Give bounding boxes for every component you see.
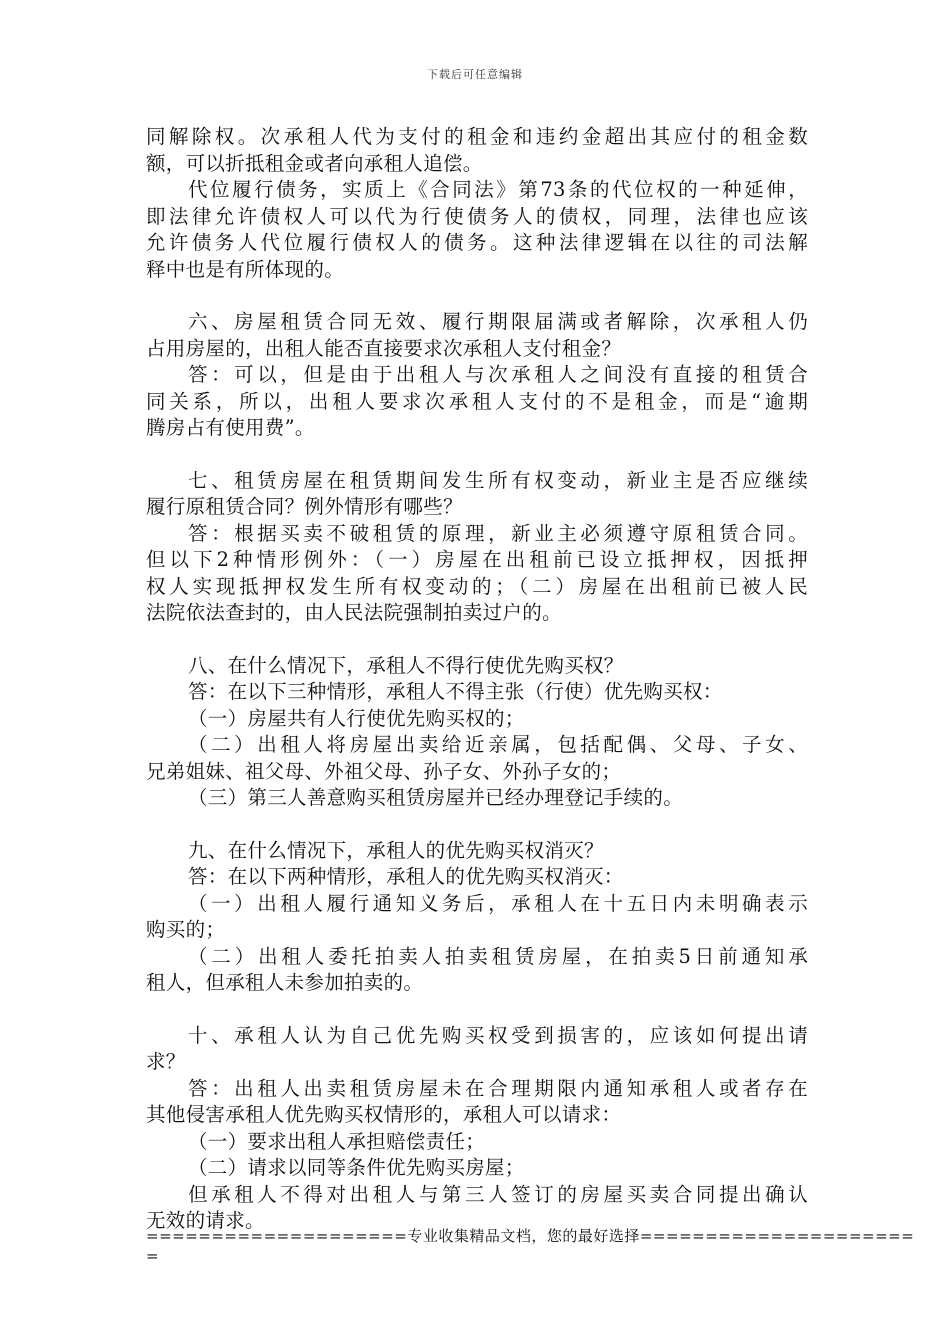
paragraph-line: 兄弟姐妹、祖父母、外祖父母、孙子女、外孙子女的； [146,759,622,783]
question-heading: 十、承租人认为自己优先购买权受到损害的，应该如何提出请 [188,1023,808,1047]
paragraph-gap [146,997,808,1023]
paragraph-line: 即法律允许债权人可以代为行使债务人的债权，同理，法律也应该 [146,204,808,228]
paragraph-line: 但以下2种情形例外：（一）房屋在出租前已设立抵押权，因抵押 [146,548,808,571]
paragraph-gap [146,283,808,309]
question-heading: 六、房屋租赁合同无效、履行期限届满或者解除，次承租人仍 [188,310,808,333]
answer-line: 答：根据买卖不破租赁的原理，新业主必须遵守原租赁合同。 [188,521,808,545]
paragraph-line: 其他侵害承租人优先购买权情形的，承租人可以请求： [146,1103,622,1126]
list-item: （二）请求以同等条件优先购买房屋； [188,1156,525,1179]
paragraph-gap [146,442,808,468]
paragraph-line: 购买的； [146,918,226,941]
answer-line: 答：可以，但是由于出租人与次承租人之间没有直接的租赁合 [188,363,808,386]
paragraph-gap [146,627,808,653]
paragraph-line: 同关系，所以，出租人要求次承租人支付的不是租金，而是“逾期 [146,389,808,413]
paragraph-line: 额，可以折抵租金或者向承租人追偿。 [146,151,483,175]
list-item: （一）出租人履行通知义务后，承租人在十五日内未明确表示 [188,891,808,915]
footer-banner-tail: = [146,1247,160,1265]
paragraph-line: 履行原租赁合同？例外情形有哪些？ [146,495,463,518]
paragraph-line: 允许债务人代位履行债权人的债务。这种法律逻辑在以往的司法解 [146,231,808,254]
paragraph-line: 释中也是有所体现的。 [146,257,345,281]
list-item: （一）要求出租人承担赔偿责任； [188,1129,486,1153]
paragraph-line: 求？ [146,1050,186,1073]
page-footer [146,1226,915,1266]
paragraph-line: 代位履行债务，实质上《合同法》第73条的代位权的一种延伸， [188,178,808,201]
question-heading: 九、在什么情况下，承租人的优先购买权消灭？ [188,838,604,862]
paragraph-gap [146,812,808,838]
paragraph-line: 但承租人不得对出租人与第三人签订的房屋买卖合同提出确认 [188,1182,808,1206]
paragraph-line: 占用房屋的，出租人能否直接要求次承租人支付租金？ [146,336,622,360]
list-item: （一）房屋共有人行使优先购买权的； [188,706,525,730]
paragraph-line: 腾房占有使用费”。 [146,416,315,439]
list-item: （三）第三人善意购买租赁房屋并已经办理登记手续的。 [188,786,684,809]
answer-line: 答：在以下两种情形，承租人的优先购买权消灭： [188,865,624,888]
paragraph-line: 权人实现抵押权发生所有权变动的；（二）房屋在出租前已被人民 [146,574,808,598]
footer-banner: ====================专业收集精品文档，您的最好选择===================== [146,1227,915,1245]
paragraph-line: 同解除权。次承租人代为支付的租金和违约金超出其应付的租金数 [146,125,808,148]
list-item: （二）出租人将房屋出卖给近亲属，包括配偶、父母、子女、 [188,733,808,756]
document-body [146,124,808,1235]
list-item: （二）出租人委托拍卖人拍卖租赁房屋，在拍卖5日前通知承 [188,944,808,968]
answer-line: 答：出租人出卖租赁房屋未在合理期限内通知承租人或者存在 [188,1076,808,1100]
paragraph-line: 无效的请求。 [146,1209,265,1232]
paragraph-line: 租人，但承租人未参加拍卖的。 [146,971,424,994]
question-heading: 八、在什么情况下，承租人不得行使优先购买权？ [188,653,624,677]
page-header: 下载后可任意编辑 [427,68,523,81]
paragraph-line: 法院依法查封的，由人民法院强制拍卖过户的。 [146,601,562,624]
question-heading: 七、租赁房屋在租赁期间发生所有权变动，新业主是否应继续 [188,468,808,492]
answer-line: 答：在以下三种情形，承租人不得主张（行使）优先购买权： [188,680,723,703]
